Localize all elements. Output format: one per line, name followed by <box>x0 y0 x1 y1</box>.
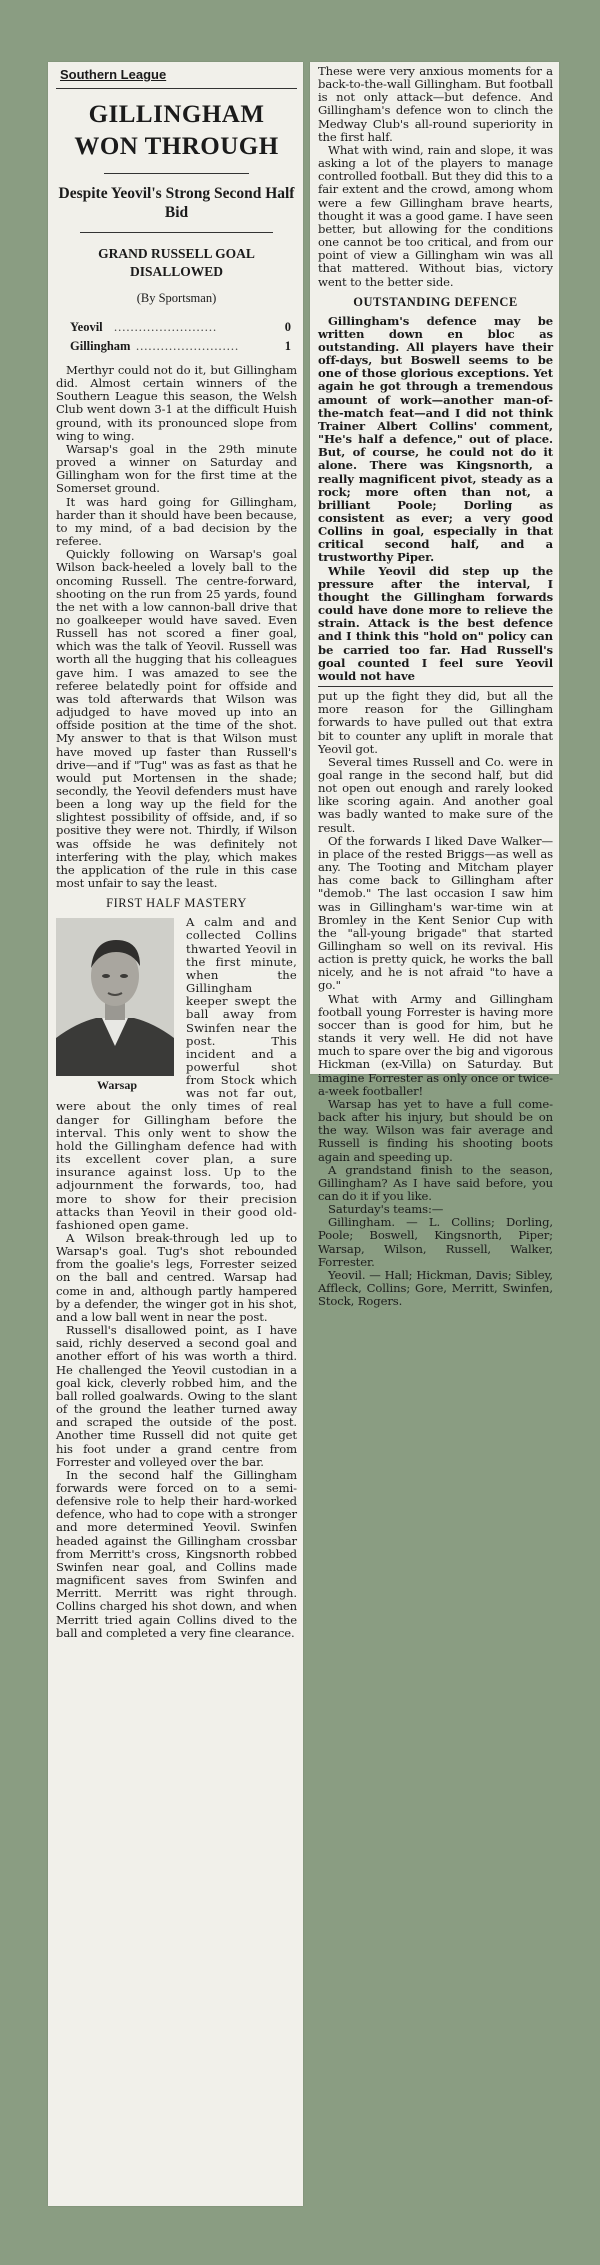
photo-figure <box>56 918 178 1093</box>
score-team: Gillingham <box>70 339 131 353</box>
score-goals: 0 <box>284 320 291 334</box>
paragraph: Quickly following on Warsap's goal Wilson back-heeled a lovely ball to the oncoming Russell. The centre-forward, shooting on the run from 25 yards, found the net with a low cannon-ball drive that no goalkeeper would have saved. Even Russell has not scored a finer goal, which was the talk of Yeovil. Russell was worth all the hugging that his colleagues gave him. I was amazed to see the referee belatedly point for offside and was told afterwards that Wilson was adjudged to have moved up into an offside position at the time of the shot. My answer to that is that Wilson must have moved up faster than Russell's drive—and if "Tug" was as fast as that he would put Mortensen in the shade; secondly, the Yeovil defenders must have been a long way up the field for the slightest possibility of offside, and, if so positive they were not. Thirdly, if Wilson was offside he was definitely not interfering with the play, which makes the application of the rule in this case most unfair to say the least. <box>56 547 301 891</box>
teams-yeovil: Yeovil. — Hall; Hickman, Davis; Sibley, Affleck, Collins; Gore, Merritt, Swinfen, Stock, Rogers. <box>318 1267 557 1309</box>
player-portrait-image <box>56 918 174 1076</box>
divider <box>318 686 553 687</box>
photo-caption: Warsap <box>96 1078 137 1093</box>
paragraph: Of the forwards I liked Dave Walker—in place of the rested Briggs—as well as any. The Tooting and Mitcham player has come back to Gillingham after "demob." The last occasion I saw him was in Gillingham's war-time win at Bromley in the Kent Senior Cup with the "all-young brigade" that started Gillingham so well on its revival. His action is pretty quick, he works the ball nicely, and he is not afraid "to have a go." <box>318 833 557 993</box>
section-heading: OUTSTANDING DEFENCE <box>353 294 518 309</box>
paragraph: A grandstand finish to the season, Gillingham? As I have said before, you can do it if you like. <box>318 1162 557 1203</box>
paragraph: A calm and and collected Collins thwarted Yeovil in the first minute, when the Gillingham keeper swept the ball away from Swinfen near the post. This incident and a powerful shot from Stock which was not far out, were about the only times of real danger for Gillingham before the interval. This only went to show the hold the Gillingham defence had with its excellent cover plan, a sure insurance against loss. Up to the adjournment the forwards, too, had more to show for their precision attacks than Yeovil in their good old-fashioned open game. <box>56 915 301 1232</box>
paragraph: Warsap has yet to have a full come-back after his injury, but should be on the way. Wilson was fair average and Russell is finding his shooting boots again and speeding up. <box>318 1096 557 1164</box>
paragraph: It was hard going for Gillingham, harder than it should have been because, to my mind, of a bad decision by the referee. <box>56 494 301 549</box>
score-line-yeovil <box>70 320 297 335</box>
score-line-gillingham <box>70 339 297 354</box>
divider <box>80 232 273 233</box>
headline <box>56 99 297 163</box>
paragraph: Several times Russell and Co. were in goal range in the second half, but did not open out enough and rarely looked like scoring again. And another goal was badly wanted to make sure of the result. <box>318 754 557 835</box>
kicker: Southern League <box>60 67 167 82</box>
divider <box>104 173 249 174</box>
paragraph: What with wind, rain and slope, it was asking a lot of the players to manage controlled football. But they did this to a fair extent and the crowd, among whom were a few Gillingham brave hearts, thought it was a good game. I have seen better, but allowing for the conditions one cannot be too critical, and from our point of view a Gillingham win was all that mattered. Without bias, victory went to the better side. <box>318 142 557 289</box>
left-column <box>48 62 303 2206</box>
divider <box>56 88 297 89</box>
section-heading: FIRST HALF MASTERY <box>106 896 247 911</box>
paragraph: Merthyr could not do it, but Gillingham did. Almost certain winners of the Southern League this season, the Welsh Club went down 3-1 at the difficult Huish ground, with its pronounced slope from wing to wing. <box>56 363 301 443</box>
player-photo <box>56 918 174 1076</box>
paragraph: Russell's disallowed point, as I have said, richly deserved a second goal and another effort of his was worth a third. He challenged the Yeovil custodian in a goal kick, cleverly robbed him, and the ball rolled goalwards. Owing to the slant of the ground the leather turned away and scraped the outside of the post. Another time Russell did not quite get his foot under a grand centre from Forrester and volleyed over the bar. <box>56 1323 301 1469</box>
byline: (By Sportsman) <box>136 291 217 305</box>
score-team: Yeovil <box>70 320 103 334</box>
teams-gillingham: Gillingham. — L. Collins; Dorling, Poole; Boswell, Kingsnorth, Piper; Warsap, Wilson, Russell, Walker, Forrester. <box>318 1215 557 1269</box>
paragraph: Warsap's goal in the 29th minute proved a winner on Saturday and Gillingham won for the first time at the Somerset ground. <box>56 441 301 496</box>
right-column <box>310 62 559 1309</box>
leader-dots: ......................... <box>136 339 240 353</box>
paragraph: A Wilson break-through led up to Warsap's goal. Tug's shot rebounded from the goalie's legs, Forrester seized on the ball and centred. Warsap had come in and, although partly hampered by a defender, the winger got in his shot, and a low ball went in near the post. <box>56 1231 301 1324</box>
bold-paragraph: While Yeovil did step up the pressure after the interval, I thought the Gillingham forwards could have done more to relieve the strain. Attack is the best defence and I think this "hold on" policy can be carried too far. Had Russell's goal counted I feel sure Yeovil would not have <box>318 563 557 683</box>
paragraph: What with Army and Gillingham football young Forrester is having more soccer than is good for him, but he stands it very well. He did not have much to spare over the big and vigorous Hickman (ex-Villa) on Saturday. But imagine Forrester as only once or twice-a-week footballer! <box>318 991 557 1098</box>
paragraph: In the second half the Gillingham forwards were forced on to a semi-defensive role to help their hard-worked defence, who had to cope with a stronger and more determined Yeovil. Swinfen headed against the Gillingham crossbar from Merritt's cross, Kingsnorth robbed Swinfen near goal, and Collins made magnificent saves from Swinfen and Merritt. Merritt was right through. Collins charged his shot down, and when Merritt tried again Collins dived to the ball and completed a very fine clearance. <box>56 1467 301 1640</box>
paragraph: Gillingham's defence may be written down en bloc as outstanding. All players have their off-days, but Boswell seems to be one of those glorious exceptions. Yet again he got through a tremendous amount of work—another man-of-the-match feat—and I did not think Trainer Albert Collins' comment, "He's half a defence," out of place. But, of course, he could not do it alone. There was Kingsnorth, a really magnificent pivot, steady as a rock; more often than not, a brilliant Poole; Dorling as consistent as ever; a very good Collins in goal, especially in that critical second half, and a trustworthy Piper. <box>318 313 557 565</box>
teams-intro: Saturday's teams:— <box>328 1202 444 1217</box>
deck: Despite Yeovil's Strong Second Half Bid <box>58 185 295 221</box>
headline-line-2: WON THROUGH <box>74 133 279 160</box>
score-goals: 1 <box>284 339 291 353</box>
headline-line-1: GILLINGHAM <box>88 101 265 128</box>
leader-dots: ......................... <box>114 320 218 334</box>
paragraph: put up the fight they did, but all the more reason for the Gillingham forwards to have pulled out that extra bit to counter any uplift in morale that Yeovil got. <box>318 689 557 756</box>
subhead: GRAND RUSSELL GOAL DISALLOWED <box>98 246 255 279</box>
paragraph: These were very anxious moments for a back-to-the-wall Gillingham. But football is not only attack—but defence. And Gillingham's defence won to clinch the Medway Club's all-round superiority in the first half. <box>318 64 557 144</box>
